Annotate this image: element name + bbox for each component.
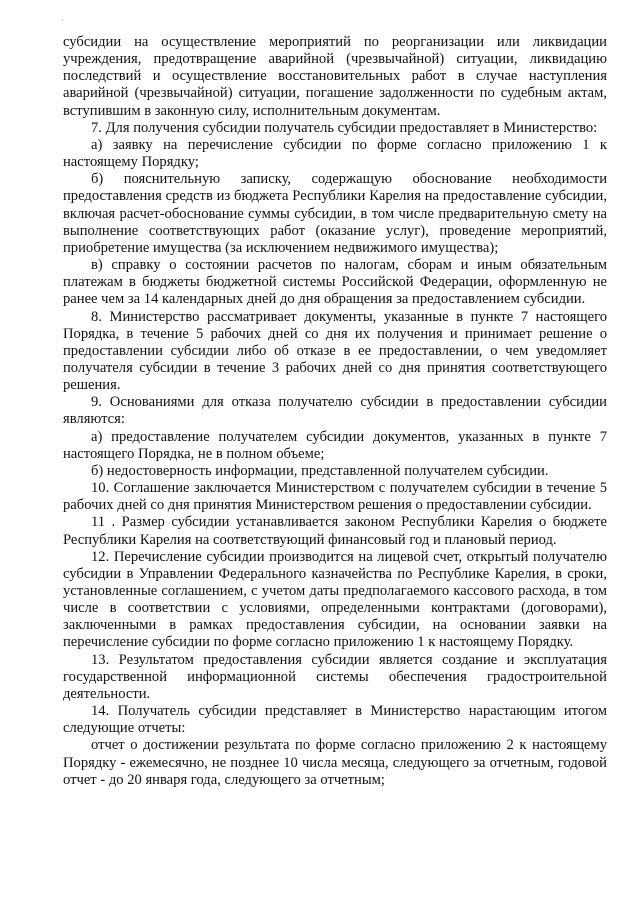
paragraph-item-9: 9. Основаниями для отказа получателю субсидии в предоставлении субсидии являются:: [63, 394, 607, 428]
paragraph-item-7c: в) справку о состоянии расчетов по налогам, сборам и иным обязательным платежам в бюджеты бюджетной системы Российской Федерации, оформленную не ранее чем за 14 календарных дней до дня обращения за предоставлением субсидии.: [63, 257, 607, 308]
paragraph-item-7: 7. Для получения субсидии получатель субсидии предоставляет в Министерство:: [91, 119, 598, 136]
paragraph-item-7a: а) заявку на перечисление субсидии по форме согласно приложению 1 к настоящему Порядку;: [63, 136, 607, 171]
paragraph-item-14-report: отчет о достижении результата по форме согласно приложению 2 к настоящему Порядку - ежемесячно, не позднее 10 числа месяца, следующего за отчетным, годовой отчет - до 20 января года, следующего за отчетным;: [63, 737, 607, 788]
paragraph-item-12: 12. Перечисление субсидии производится на лицевой счет, открытый получателю субсидии в Управлении Федерального казначейства по Республике Карелия, в сроки, установленные соглашением, с учетом даты предполагаемого кассового расхода, в том числе в соответствии с условиями, определенными контрактами (договорами), заключенными в рамках предоставления субсидии, на основании заявки на перечисление субсидии по форме согласно приложению 1 к настоящему Порядку.: [63, 548, 607, 651]
paragraph-item-9a: а) предоставление получателем субсидии документов, указанных в пункте 7 настоящего Порядка, не в полном объеме;: [63, 428, 607, 462]
paragraph-item-7b: б) пояснительную записку, содержащую обоснование необходимости предоставления средств из бюджета Республики Карелия на предоставление субсидии, включая расчет-обоснование суммы субсидии, в том числе предварительную смету на выполнение соответствующих работ (оказание услуг), проведение мероприятий, приобретение имущества (за исключением недвижимого имущества);: [63, 171, 607, 256]
paragraph-item-13: 13. Результатом предоставления субсидии является создание и эксплуатация государственной информационной системы обеспечения градостроительной деятельности.: [63, 651, 607, 702]
paragraph-item-10: 10. Соглашение заключается Министерством с получателем субсидии в течение 5 рабочих дней со дня принятия Министерством решения о предоставлении субсидии.: [63, 480, 607, 514]
paragraph-continuation: субсидии на осуществление мероприятий по реорганизации или ликвидации учреждения, предотвращение аварийной (чрезвычайной) ситуации, ликвидацию последствий и осуществление восстановительных работ в случае наступления аварийной (чрезвычайной) ситуации, погашение задолженности по судебным актам, вступившим в законную силу, исполнительным документам.: [63, 34, 607, 119]
document-body: [63, 34, 607, 789]
paragraph-item-9b: б) недостоверность информации, представленной получателем субсидии.: [91, 462, 549, 479]
paragraph-item-8: 8. Министерство рассматривает документы, указанные в пункте 7 настоящего Порядка, в течение 5 рабочих дней со дня их получения и принимает решение о предоставлении субсидии либо об отказе в ее предоставлении, о чем уведомляет получателя субсидии в течение 3 рабочих дней со дня принятия соответствующего решения.: [63, 308, 607, 394]
paragraph-item-11: 11 . Размер субсидии устанавливается законом Республики Карелия о бюджете Республики Карелия на соответствующий финансовый год и плановый период.: [63, 514, 607, 548]
page-mark: ': [62, 18, 64, 27]
paragraph-item-14: 14. Получатель субсидии представляет в Министерство нарастающим итогом следующие отчеты:: [63, 703, 607, 737]
